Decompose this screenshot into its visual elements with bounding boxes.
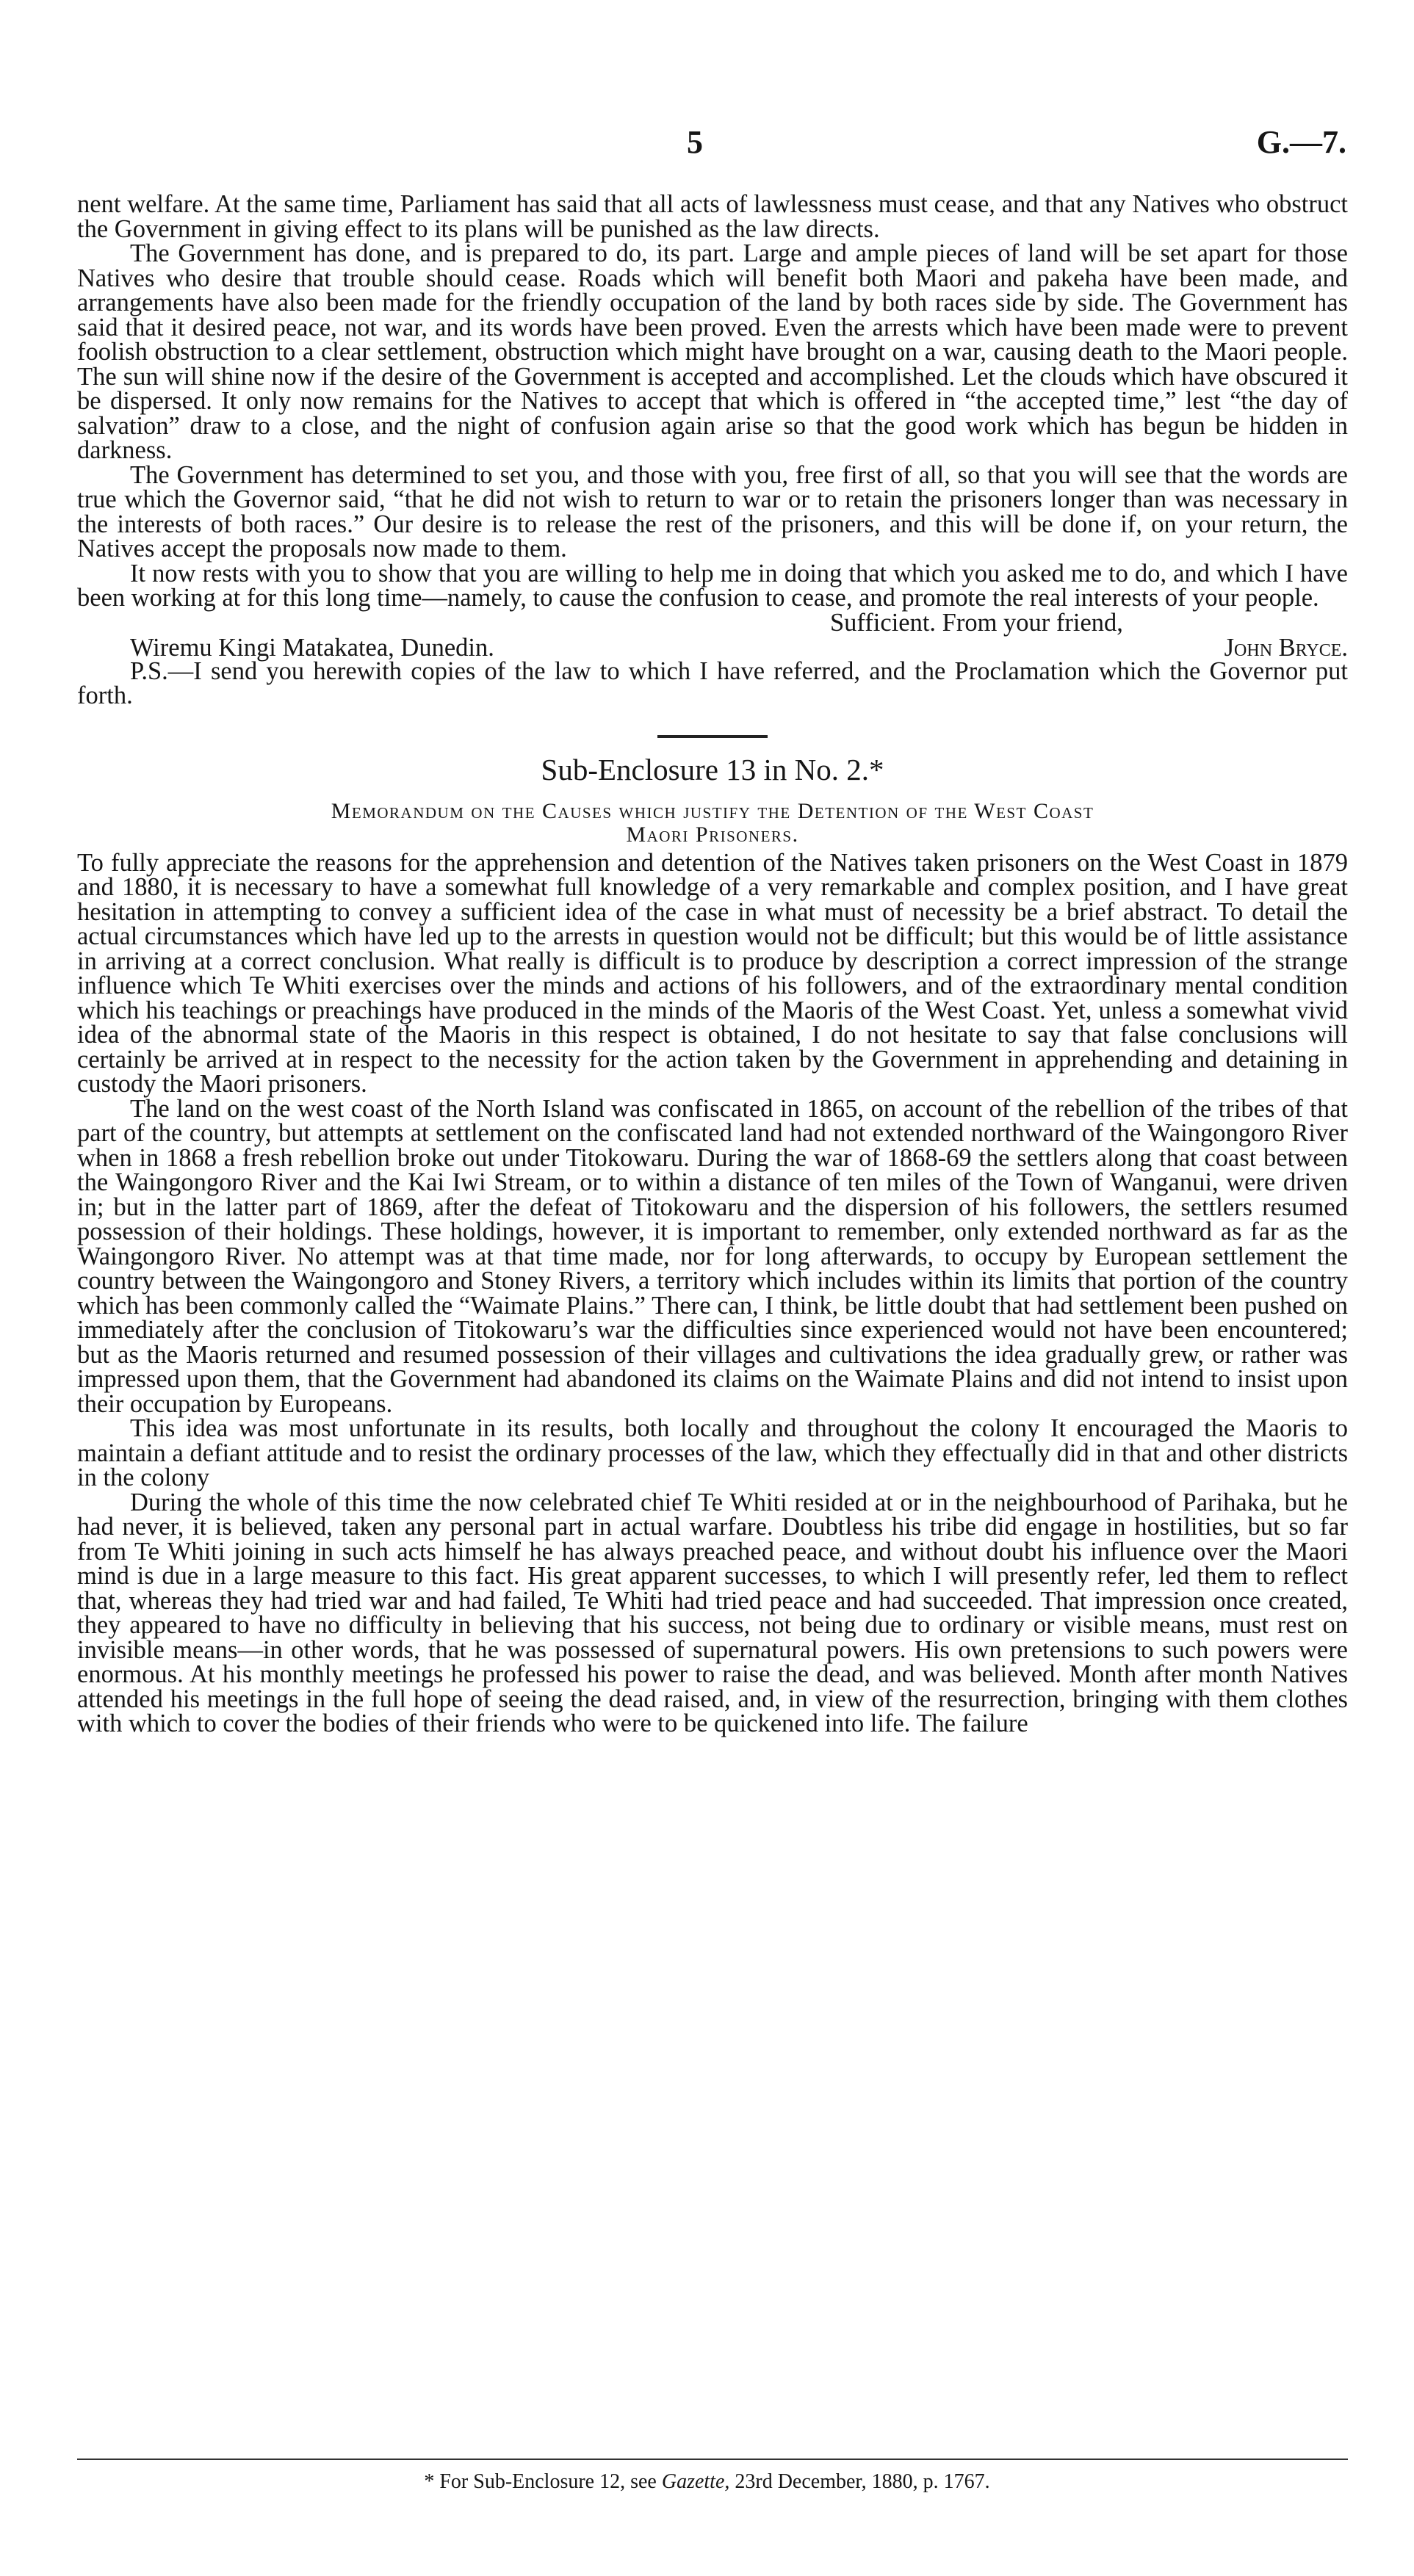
memorandum-paragraph: To fully appreciate the reasons for the apprehension and detention of the Natives taken prisoners on the West Coast in 1879 and 1880, it is necessary to have a somewhat full knowledge of a very remarkable and complex position, and I have great hesitation in attempting to convey a sufficient idea of the case in what must of necessity be a brief abstract. To detail the actual circumstances which have led up to the arrests in question would not be difficult; but this would be of little assistance in arriving at a correct conclusion. What really is difficult is to produce by description a correct impression of the strange influence which Te Whiti exercises over the minds and actions of his followers, and of the extraordinary mental condition which his teachings or preachings have produced in the minds of the Maoris of the West Coast. Yet, unless a somewhat vivid idea of the abnormal state of the Maoris in this respect is obtained, I do not hesitate to say that false conclusions will certainly be arrived at in respect to the necessity for the action taken by the Government in apprehending and detaining in custody the Maori prisoners. <box>77 848 1348 1098</box>
letter <box>77 192 1348 709</box>
postscript: P.S.—I send you herewith copies of the law to which I have referred, and the Proclamation which the Governor put forth. <box>77 656 1348 709</box>
letter-signature-block <box>77 608 1348 662</box>
letter-paragraph: The Government has determined to set you, and those with you, free first of all, so that you will see that the words are true which the Governor said, “that he did not wish to return to war or to retain the prisoners longer than was necessary in the interests of both races.” Our desire is to release the rest of the prisoners, and this will be done if, on your return, the Natives accept the proposals now made to them. <box>77 460 1348 562</box>
signatory: John Bryce. <box>1224 633 1348 662</box>
memorandum-heading-line-2: Maori Prisoners. <box>626 822 799 847</box>
subenclosure <box>77 753 1348 1737</box>
footnote <box>0 2470 1414 2494</box>
footnote-suffix: 23rd December, 1880, p. 1767. <box>735 2470 990 2493</box>
subenclosure-title: Sub-Enclosure 13 in No. 2.* <box>541 752 884 786</box>
memorandum-heading-line-1: Memorandum on the Causes which justify the Detention of the West Coast <box>331 798 1094 823</box>
footnote-divider <box>77 2459 1348 2460</box>
page-body <box>77 192 1348 1737</box>
letter-paragraph: nent welfare. At the same time, Parliament has said that all acts of lawlessness must cease, and that any Natives who obstruct the Government in giving effect to its plans will be punished as the law directs. <box>77 190 1348 243</box>
memorandum-heading <box>77 800 1348 847</box>
memorandum-paragraph: The land on the west coast of the North Island was confiscated in 1865, on account of the rebellion of the tribes of that part of the country, but attempts at settlement on the confiscated land had not extended northward of the Waingongoro River when in 1868 a fresh rebellion broke out under Titokowaru. During the war of 1868-69 the settlers along that coast between the Waingongoro River and the Kai Iwi Stream, or to within a distance of ten miles of the Town of Wanganui, were driven in; but in the latter part of 1869, after the defeat of Titokowaru and the dispersion of his followers, the settlers resumed possession of their holdings. These holdings, however, it is important to remember, only extended northward as far as the Waingongoro River. No attempt was at that time made, nor for long afterwards, to occupy by European settlement the country between the Waingongoro and Stoney Rivers, a territory which includes within its limits that portion of the country which has been commonly called the “Waimate Plains.” There can, I think, be little doubt that had settlement been pushed on immediately after the conclusion of Titokowaru’s war the difficulties since experienced would not have been encountered; but as the Maoris returned and resumed possession of their villages and cultivations the idea gradually grew, or rather was impressed upon them, that the Government had abandoned its claims on the Waimate Plains and did not intend to insist upon their occupation by Europeans. <box>77 1094 1348 1418</box>
section-divider <box>657 735 768 738</box>
page-number: 5 <box>687 124 703 160</box>
letter-paragraph: It now rests with you to show that you are willing to help me in doing that which you asked me to do, and which I have been working at for this long time—namely, to cause the confusion to cease, and promote the real interests of your people. <box>77 559 1348 612</box>
letter-paragraph: The Government has done, and is prepared to do, its part. Large and ample pieces of land will be set apart for those Natives who desire that trouble should cease. Roads which will benefit both Maori and pakeha have been made, and arrangements have also been made for the friendly occupation of the land by both races side by side. The Government has said that it desired peace, not war, and its words have been proved. Even the arrests which have been made were to prevent foolish obstruction to a clear settlement, obstruction which might have brought on a war, causing death to the Maori people. The sun will shine now if the desire of the Government is accepted and accomplished. Let the clouds which have obscured it be dispersed. It only now remains for the Natives to accept that which is offered in “the accepted time,” lest “the day of salvation” draw to a close, and the night of confusion again arise so that the good work which has begun be hidden in darkness. <box>77 239 1348 464</box>
document-code: G.—7. <box>1256 124 1346 160</box>
footnote-publication: Gazette, <box>661 2470 730 2493</box>
footnote-prefix: * For Sub-Enclosure 12, see <box>424 2470 657 2493</box>
addressee: Wiremu Kingi Matakatea, Dunedin. <box>130 633 494 662</box>
memorandum-paragraph: During the whole of this time the now celebrated chief Te Whiti resided at or in the neighbourhood of Parihaka, but he had never, it is believed, taken any personal part in actual warfare. Doubtless his tribe did engage in hostilities, but so far from Te Whiti joining in such acts himself he has always preached peace, and without doubt his influence over the Maori mind is due in a large measure to this fact. His great apparent successes, to which I will presently refer, led them to reflect that, whereas they had tried war and had failed, Te Whiti had tried peace and had succeeded. That impression once created, they appeared to have no difficulty in believing that his success, not being due to ordinary or visible means, must rest on invisible means—in other words, that he was possessed of supernatural powers. His own pretensions to such powers were enormous. At his monthly meetings he professed his power to raise the dead, and was believed. Month after month Natives attended his meetings in the full hope of seeing the dead raised, and, in view of the resurrection, bringing with them clothes with which to cover the bodies of their friends who were to be quickened into life. The failure <box>77 1488 1348 1737</box>
closing-line: Sufficient. From your friend, <box>830 608 1123 637</box>
memorandum-paragraph: This idea was most unfortunate in its results, both locally and throughout the colony It encouraged the Maoris to maintain a defiant attitude and to resist the ordinary processes of the law, which they effectually did in that and other districts in the colony <box>77 1414 1348 1491</box>
page-header <box>0 123 1414 167</box>
